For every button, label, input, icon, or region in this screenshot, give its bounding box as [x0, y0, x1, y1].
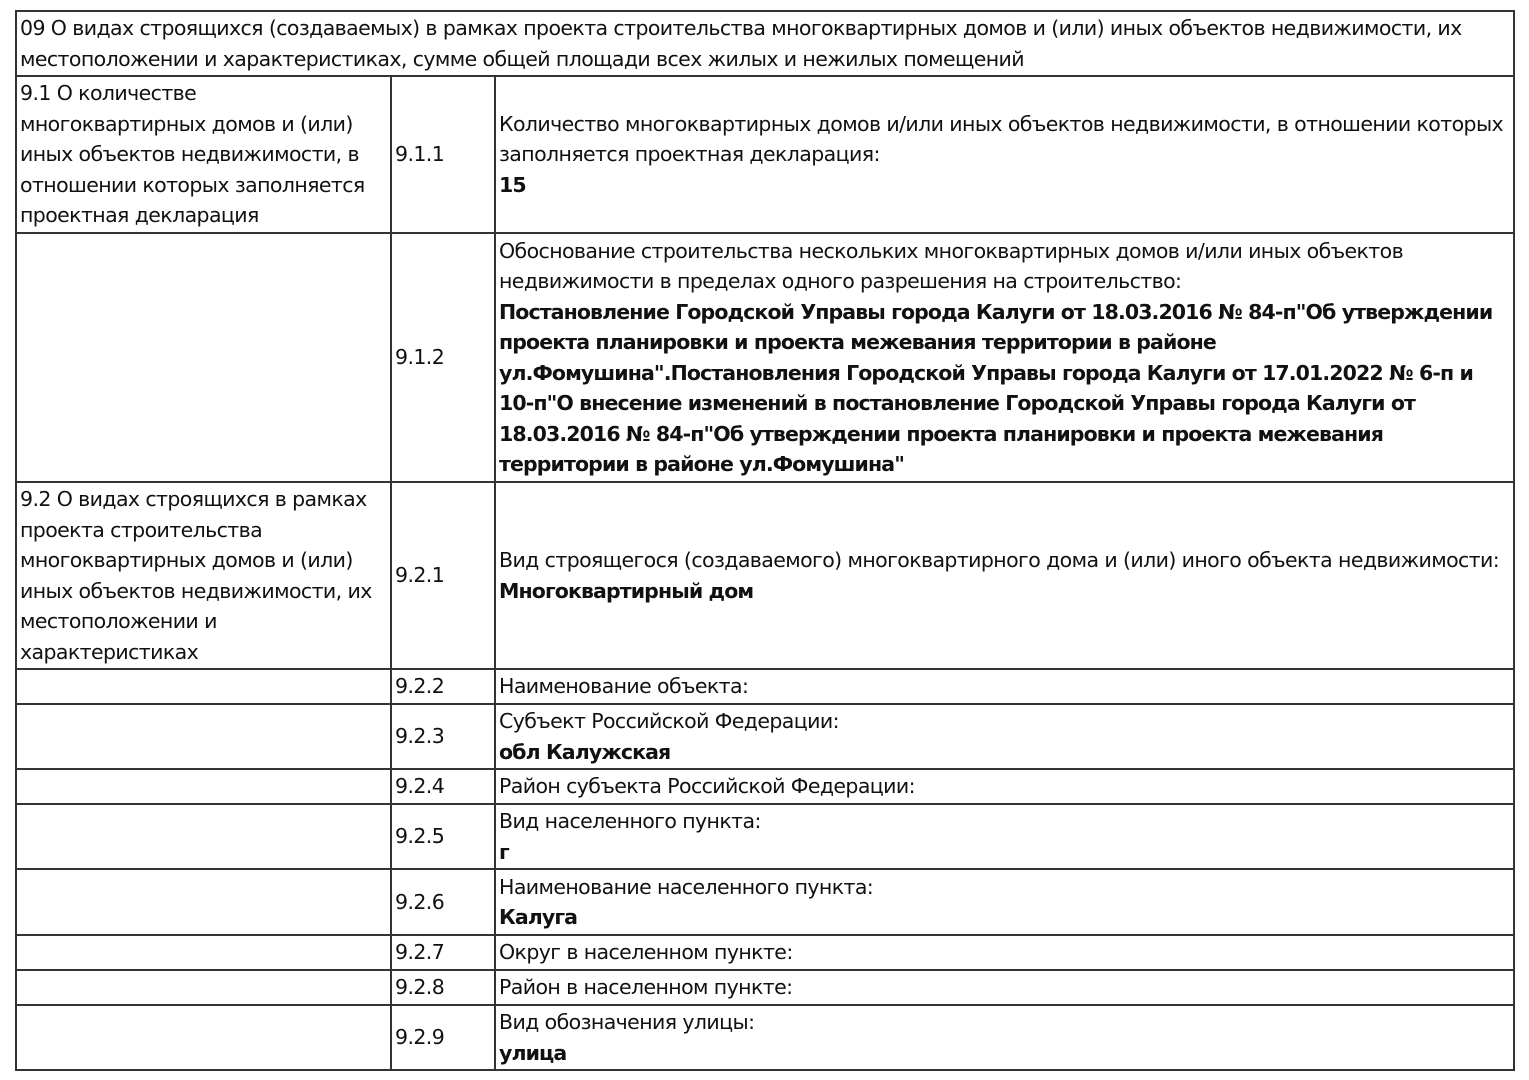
group-cell [16, 704, 391, 769]
table-row [16, 76, 1514, 233]
section-title: 09 О видах строящихся (создаваемых) в рамках проекта строительства многоквартирных домов и (или) иных объектов недвижимости, их местоположении и характеристиках, сумме общей площади всех жилых и нежилых помещений [16, 11, 1514, 76]
content-cell [495, 869, 1514, 935]
code-cell: 9.1.1 [391, 76, 495, 233]
field-label: Наименование объекта: [499, 674, 749, 699]
field-label: Количество многоквартирных домов и/или иных объектов недвижимости, в отношении которых заполняется проектная декларация: [499, 111, 1504, 167]
group-cell [16, 1005, 391, 1070]
field-label: Район в населенном пункте: [499, 975, 793, 1000]
content-cell [495, 804, 1514, 869]
content-cell [495, 970, 1514, 1005]
table-row [16, 669, 1514, 704]
field-label: Субъект Российской Федерации: [499, 709, 839, 733]
group-title: 9.1 О количестве многоквартирных домов и (или) иных объектов недвижимости, в отношении которых заполняется проектная декларация [20, 81, 365, 228]
content-cell [495, 769, 1514, 804]
code-cell: 9.2.7 [391, 935, 495, 970]
content-cell [495, 935, 1514, 970]
code-cell: 9.2.8 [391, 970, 495, 1005]
content-cell [495, 482, 1514, 669]
group-cell [16, 769, 391, 804]
content-cell [495, 76, 1514, 233]
group-cell [16, 935, 391, 970]
field-value: Многоквартирный дом [499, 578, 754, 603]
content-cell [495, 669, 1514, 704]
field-label: Вид обозначения улицы: [499, 1010, 755, 1034]
field-value: г [499, 839, 509, 864]
group-cell [16, 233, 391, 482]
code-cell: 9.2.2 [391, 669, 495, 704]
code-cell: 9.2.4 [391, 769, 495, 804]
content-cell [495, 1005, 1514, 1070]
field-label: Район субъекта Российской Федерации: [499, 774, 915, 799]
content-cell [495, 704, 1514, 769]
field-label: Округ в населенном пункте: [499, 940, 793, 965]
field-value: Постановление Городской Управы города Калуги от 18.03.2016 № 84-п"Об утверждении проекта планировки и проекта межевания территории в районе ул.Фомушина".Постановления Городской Управы города Калуги от 17.01.2022 № 6-п и 10-п"О внесение изменений в постановление Городской Управы города Калуги от 18.03.2016 № 84-п"Об утверждении проекта планировки и проекта межевания территории в районе ул.Фомушина" [499, 299, 1493, 476]
code-cell: 9.2.6 [391, 869, 495, 935]
declaration-document [15, 10, 1513, 1071]
field-value: 15 [499, 172, 526, 197]
field-value: обл Калужская [499, 739, 671, 764]
table-row [16, 482, 1514, 669]
content-cell [495, 233, 1514, 482]
table-row [16, 1005, 1514, 1070]
table-row [16, 804, 1514, 869]
table-row [16, 233, 1514, 482]
declaration-table [15, 10, 1515, 1071]
field-label: Вид населенного пункта: [499, 809, 761, 833]
section-header-row [16, 11, 1514, 76]
table-row [16, 704, 1514, 769]
table-row [16, 769, 1514, 804]
group-cell [16, 869, 391, 935]
table-row [16, 869, 1514, 935]
group-cell [16, 804, 391, 869]
code-cell: 9.2.3 [391, 704, 495, 769]
table-row [16, 970, 1514, 1005]
code-cell: 9.2.9 [391, 1005, 495, 1070]
field-label: Наименование населенного пункта: [499, 874, 874, 899]
field-value: улица [499, 1040, 567, 1065]
table-row [16, 935, 1514, 970]
field-label: Обоснование строительства нескольких многоквартирных домов и/или иных объектов недвижимости в пределах одного разрешения на строительство: [499, 238, 1404, 293]
code-cell: 9.1.2 [391, 233, 495, 482]
field-value: Калуга [499, 905, 578, 929]
group-cell [16, 482, 391, 669]
group-cell [16, 669, 391, 704]
group-cell [16, 76, 391, 233]
field-label: Вид строящегося (создаваемого) многоквартирного дома и (или) иного объекта недвижимости: [499, 548, 1500, 572]
group-cell [16, 970, 391, 1005]
code-cell: 9.2.1 [391, 482, 495, 669]
code-cell: 9.2.5 [391, 804, 495, 869]
group-title: 9.2 О видах строящихся в рамках проекта строительства многоквартирных домов и (или) иных объектов недвижимости, их местоположении и характеристиках [20, 487, 372, 664]
